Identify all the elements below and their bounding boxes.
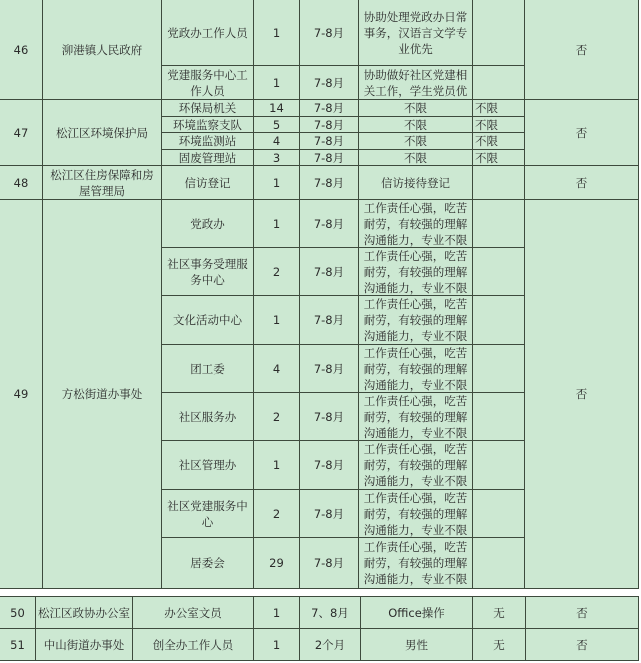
position-count: 1 (254, 296, 300, 345)
position-extra (473, 248, 525, 296)
position-extra: 不限 (473, 117, 525, 133)
flag-value: 否 (526, 629, 638, 661)
position-requirement: 工作责任心强，吃苦耐劳，有较强的理解沟通能力，专业不限 (359, 200, 473, 248)
position-count: 29 (254, 538, 300, 589)
flag-value: 否 (525, 166, 638, 200)
position-requirement: 工作责任心强，吃苦耐劳，有较强的理解沟通能力，专业不限 (359, 393, 473, 441)
position-extra (473, 0, 525, 66)
position-title: 社区党建服务中心 (162, 490, 254, 538)
position-title: 党建服务中心工作人员 (162, 66, 254, 100)
position-extra: 无 (473, 629, 526, 661)
position-extra (473, 490, 525, 538)
row-number: 49 (0, 200, 43, 589)
position-period: 7-8月 (300, 0, 359, 66)
position-title: 环境监察支队 (162, 117, 254, 133)
unit-name: 松江区住房保障和房屋管理局 (43, 166, 162, 200)
unit-name: 方松街道办事处 (43, 200, 162, 589)
position-title: 社区管理办 (162, 441, 254, 490)
unit-name: 松江区环境保护局 (43, 100, 162, 166)
position-title: 办公室文员 (133, 597, 254, 629)
position-count: 14 (254, 100, 300, 117)
position-period: 7-8月 (300, 441, 359, 490)
position-title: 信访登记 (162, 166, 254, 200)
position-period: 7-8月 (300, 133, 359, 150)
flag-value: 否 (526, 597, 638, 629)
position-title: 固废管理站 (162, 150, 254, 166)
unit-name: 泖港镇人民政府 (43, 0, 162, 100)
position-title: 党政办工作人员 (162, 0, 254, 66)
position-requirement: 工作责任心强，吃苦耐劳，有较强的理解沟通能力，专业不限 (359, 441, 473, 490)
position-count: 1 (254, 441, 300, 490)
position-period: 7-8月 (300, 345, 359, 393)
position-period: 7-8月 (300, 490, 359, 538)
positions-table-bottom (0, 596, 639, 661)
position-requirement: 协助做好社区党建相关工作，学生党员优 (359, 66, 473, 100)
position-period: 7-8月 (300, 200, 359, 248)
row-number: 50 (0, 597, 36, 629)
row-number: 48 (0, 166, 43, 200)
position-extra (473, 200, 525, 248)
position-requirement: 工作责任心强，吃苦耐劳，有较强的理解沟通能力，专业不限 (359, 296, 473, 345)
position-period: 7-8月 (300, 100, 359, 117)
position-extra (473, 296, 525, 345)
position-period: 7-8月 (300, 296, 359, 345)
position-period: 7-8月 (300, 66, 359, 100)
position-count: 3 (254, 150, 300, 166)
position-title: 环境监测站 (162, 133, 254, 150)
position-count: 5 (254, 117, 300, 133)
position-extra: 不限 (473, 150, 525, 166)
row-number: 46 (0, 0, 43, 100)
position-requirement: 不限 (359, 133, 473, 150)
row-number: 51 (0, 629, 36, 661)
position-extra (473, 538, 525, 589)
position-title: 团工委 (162, 345, 254, 393)
position-count: 2 (254, 490, 300, 538)
position-requirement: 工作责任心强，吃苦耐劳，有较强的理解沟通能力，专业不限 (359, 248, 473, 296)
position-count: 2 (254, 248, 300, 296)
position-count: 1 (254, 200, 300, 248)
position-title: 社区事务受理服务中心 (162, 248, 254, 296)
position-period: 7-8月 (300, 150, 359, 166)
position-requirement: 不限 (359, 100, 473, 117)
position-period: 7-8月 (300, 166, 359, 200)
position-extra (473, 393, 525, 441)
flag-value: 否 (525, 200, 638, 589)
position-title: 创全办工作人员 (133, 629, 254, 661)
flag-value: 否 (525, 100, 638, 166)
position-title: 党政办 (162, 200, 254, 248)
unit-name: 中山街道办事处 (36, 629, 133, 661)
position-count: 4 (254, 133, 300, 150)
position-requirement: 工作责任心强，吃苦耐劳，有较强的理解沟通能力，专业不限 (359, 345, 473, 393)
position-count: 2 (254, 393, 300, 441)
position-title: 文化活动中心 (162, 296, 254, 345)
position-requirement: 不限 (359, 117, 473, 133)
position-period: 7-8月 (300, 117, 359, 133)
position-requirement: 工作责任心强，吃苦耐劳，有较强的理解沟通能力，专业不限 (359, 538, 473, 589)
position-extra (473, 441, 525, 490)
position-count: 4 (254, 345, 300, 393)
position-period: 7、8月 (300, 597, 361, 629)
row-number: 47 (0, 100, 43, 166)
position-requirement: 工作责任心强，吃苦耐劳，有较强的理解沟通能力，专业不限 (359, 490, 473, 538)
position-count: 1 (254, 166, 300, 200)
position-period: 7-8月 (300, 393, 359, 441)
position-requirement: Office操作 (361, 597, 473, 629)
position-extra: 不限 (473, 100, 525, 117)
position-extra (473, 345, 525, 393)
position-count: 1 (254, 66, 300, 100)
unit-name: 松江区政协办公室 (36, 597, 133, 629)
position-requirement: 协助处理党政办日常事务，汉语言文学专业优先 (359, 0, 473, 66)
position-requirement: 男性 (361, 629, 473, 661)
position-requirement: 信访接待登记 (359, 166, 473, 200)
position-extra: 不限 (473, 133, 525, 150)
position-title: 居委会 (162, 538, 254, 589)
position-extra: 无 (473, 597, 526, 629)
position-period: 7-8月 (300, 538, 359, 589)
position-period: 7-8月 (300, 248, 359, 296)
position-requirement: 不限 (359, 150, 473, 166)
position-extra (473, 66, 525, 100)
position-title: 环保局机关 (162, 100, 254, 117)
position-title: 社区服务办 (162, 393, 254, 441)
position-extra (473, 166, 525, 200)
position-count: 1 (254, 629, 300, 661)
position-period: 2个月 (300, 629, 361, 661)
position-count: 1 (254, 597, 300, 629)
position-count: 1 (254, 0, 300, 66)
flag-value: 否 (525, 0, 638, 100)
